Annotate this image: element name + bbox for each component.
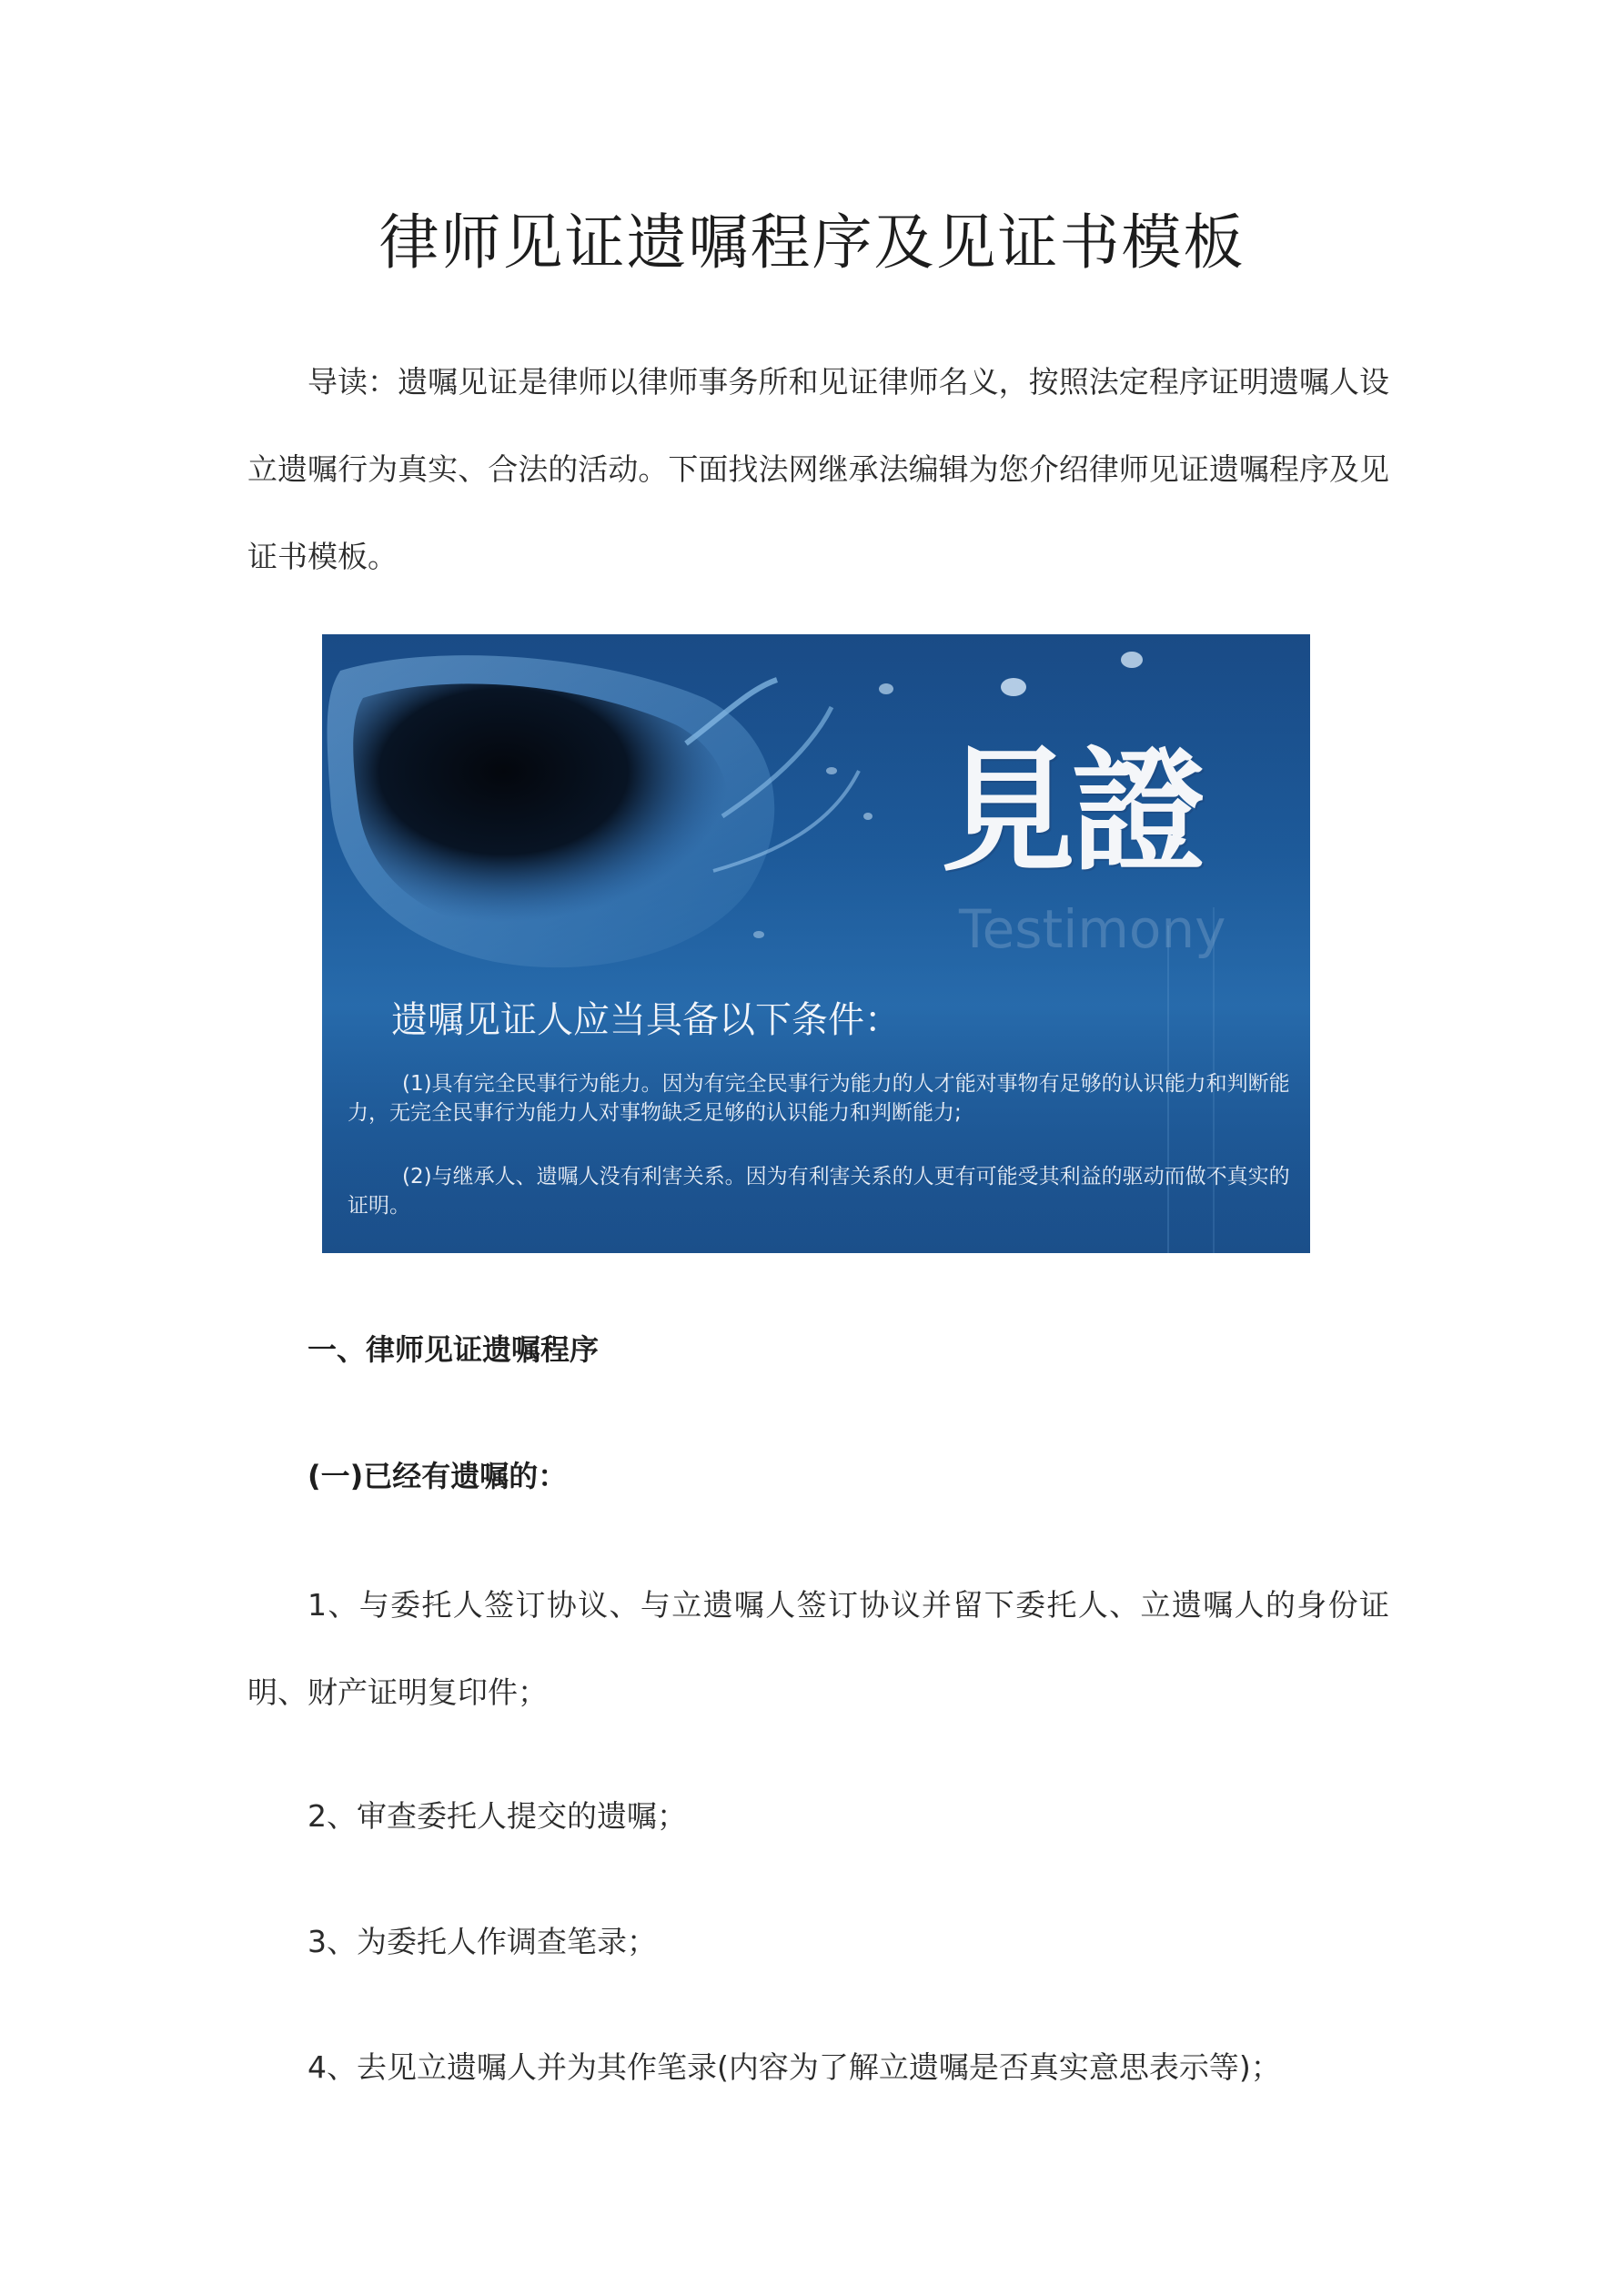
- list-item: 2、审查委托人提交的遗嘱；: [308, 1798, 687, 1834]
- intro-paragraph: 导读：遗嘱见证是律师以律师事务所和见证律师名义，按照法定程序证明遗嘱人设立遗嘱行为真实、合法的活动。下面找法网继承法编辑为您介绍律师见证遗嘱程序及见证书模板。: [247, 364, 1389, 574]
- subsection-heading-existing-will: (一)已经有遗嘱的：: [308, 1459, 568, 1493]
- banner-condition-1: (1)具有完全民事行为能力。因为有完全民事行为能力的人才能对事物有足够的认识能力和判断能力，无完全民事行为能力人对事物缺乏足够的认识能力和判断能力;: [348, 1072, 1290, 1125]
- banner-condition-2: (2)与继承人、遗嘱人没有利害关系。因为有利害关系的人更有可能受其利益的驱动而做不真实的证明。: [348, 1165, 1290, 1218]
- list-item: 3、为委托人作调查笔录；: [308, 1924, 657, 1959]
- banner-subtitle: Testimony: [959, 898, 1226, 960]
- section-heading-procedure: 一、律师见证遗嘱程序: [308, 1332, 600, 1367]
- list-item: 4、去见立遗嘱人并为其作笔录(内容为了解立遗嘱是否真实意思表示等)；: [308, 2049, 1281, 2085]
- list-item: 1、与委托人签订协议、与立遗嘱人签订协议并留下委托人、立遗嘱人的身份证明、财产证明复印件；: [247, 1587, 1389, 1710]
- banner-heading: 遗嘱见证人应当具备以下条件：: [391, 999, 901, 1041]
- document-title: 律师见证遗嘱程序及见证书模板: [378, 207, 1246, 278]
- testimony-banner-image: [322, 634, 1310, 1253]
- banner-title: 見證: [941, 733, 1203, 890]
